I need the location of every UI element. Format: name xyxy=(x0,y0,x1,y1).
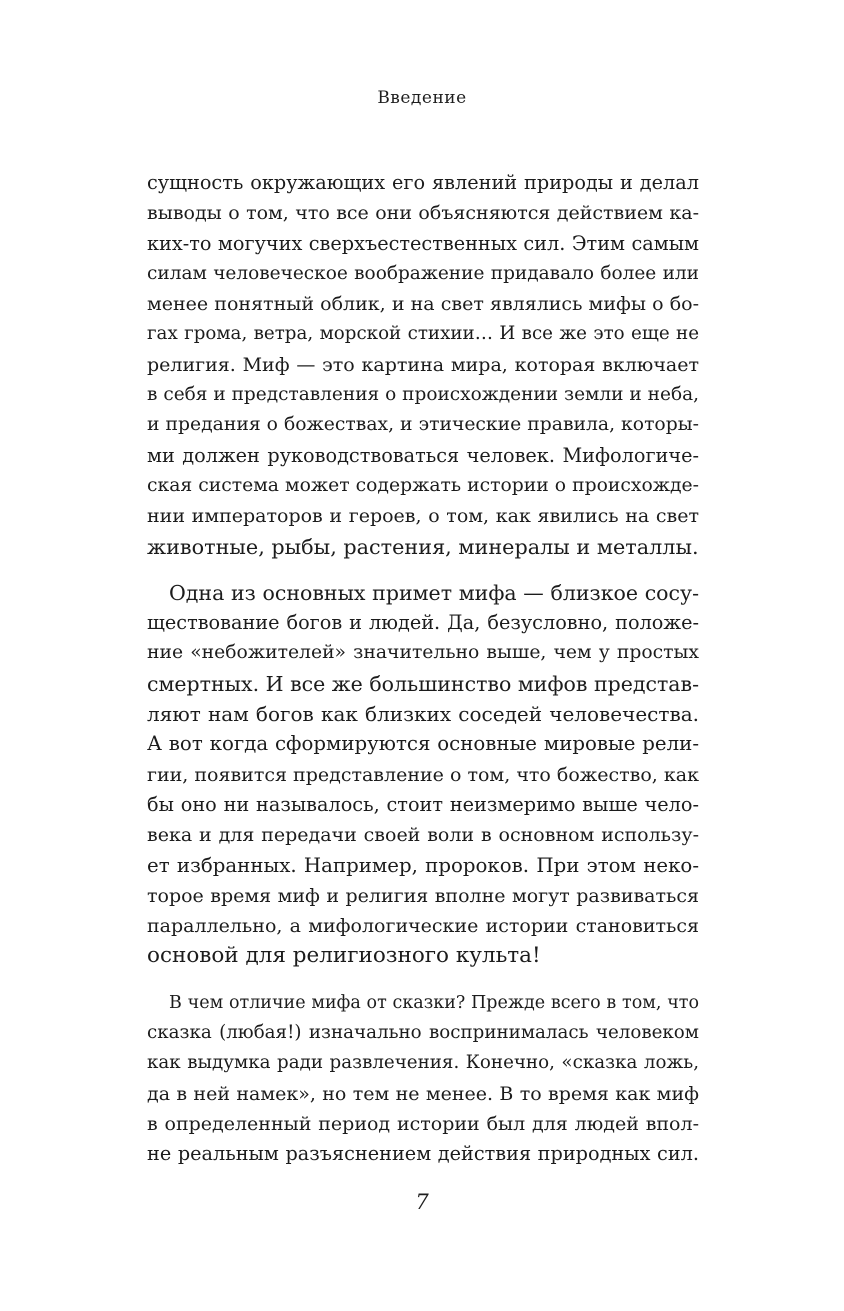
text-line: выводы о том, что все они объясняются действием ка- xyxy=(147,202,699,225)
text-line: В чем отличие мифа от сказки? Прежде всего в том, что xyxy=(169,992,699,1013)
paragraph-1 xyxy=(147,168,699,562)
text-line: ми должен руководствоваться человек. Мифологиче- xyxy=(147,443,699,467)
running-head: Введение xyxy=(377,88,467,108)
text-line: менее понятный облик, и на свет являлись мифы о бо- xyxy=(147,293,699,316)
text-line: животные, рыбы, растения, минералы и металлы. xyxy=(147,534,699,559)
text-line: гии, появится представление о том, что божество, как xyxy=(147,763,699,786)
text-line: параллельно, а мифологические истории становиться xyxy=(147,915,699,938)
text-line: ет избранных. Например, пророков. При этом неко- xyxy=(147,853,699,877)
paragraph-3 xyxy=(147,988,699,1170)
text-line: в определенный период истории был для людей впол- xyxy=(147,1112,699,1135)
text-line: религия. Миф — это картина мира, которая включает xyxy=(147,353,699,376)
text-line: гах грома, ветра, морской стихии… И все же это еще не xyxy=(147,323,699,345)
page-number: 7 xyxy=(415,1190,429,1214)
paragraph-2 xyxy=(147,578,699,972)
text-line: века и для передачи своей воли в основном использу- xyxy=(147,824,699,847)
body-text xyxy=(147,168,699,1170)
text-line: как выдумка ради развлечения. Конечно, «сказка ложь, xyxy=(147,1052,699,1074)
text-line: Одна из основных примет мифа — близкое сосу- xyxy=(169,580,699,605)
text-line: силам человеческое воображение придавало более или xyxy=(147,262,699,284)
text-line: ние «небожителей» значительно выше, чем у простых xyxy=(147,642,699,664)
text-line: ляют нам богов как близких соседей человечества. xyxy=(147,702,699,727)
text-line: и предания о божествах, и этические правила, которы- xyxy=(147,414,699,436)
text-line: да в ней намек», но тем не менее. В то время как миф xyxy=(147,1082,699,1105)
text-line: сущность окружающих его явлений природы и делал xyxy=(147,171,699,194)
text-line: А вот когда сформируются основные мировые рели- xyxy=(147,732,699,756)
text-line: ких-то могучих сверхъестественных сил. Этим самым xyxy=(147,231,699,255)
text-line: ская система может содержать истории о происхожде- xyxy=(147,474,699,496)
text-line: в себя и представления о происхождении земли и неба, xyxy=(147,384,699,406)
paragraph-spacer xyxy=(147,562,699,578)
text-line: смертных. И все же большинство мифов представ- xyxy=(147,671,699,696)
text-line: бы оно ни называлось, стоит неизмеримо выше чело- xyxy=(147,792,699,816)
text-line: основой для религиозного культа! xyxy=(147,943,541,969)
text-line: нии императоров и героев, о том, как явились на свет xyxy=(147,505,699,528)
paragraph-spacer xyxy=(147,972,699,988)
text-line: не реальным разъяснением действия природных сил. xyxy=(147,1142,699,1166)
text-line: торое время миф и религия вполне могут развиваться xyxy=(147,884,699,907)
text-line: сказка (любая!) изначально воспринималась человеком xyxy=(147,1022,699,1044)
text-line: ществование богов и людей. Да, безусловно, положе- xyxy=(147,611,699,635)
